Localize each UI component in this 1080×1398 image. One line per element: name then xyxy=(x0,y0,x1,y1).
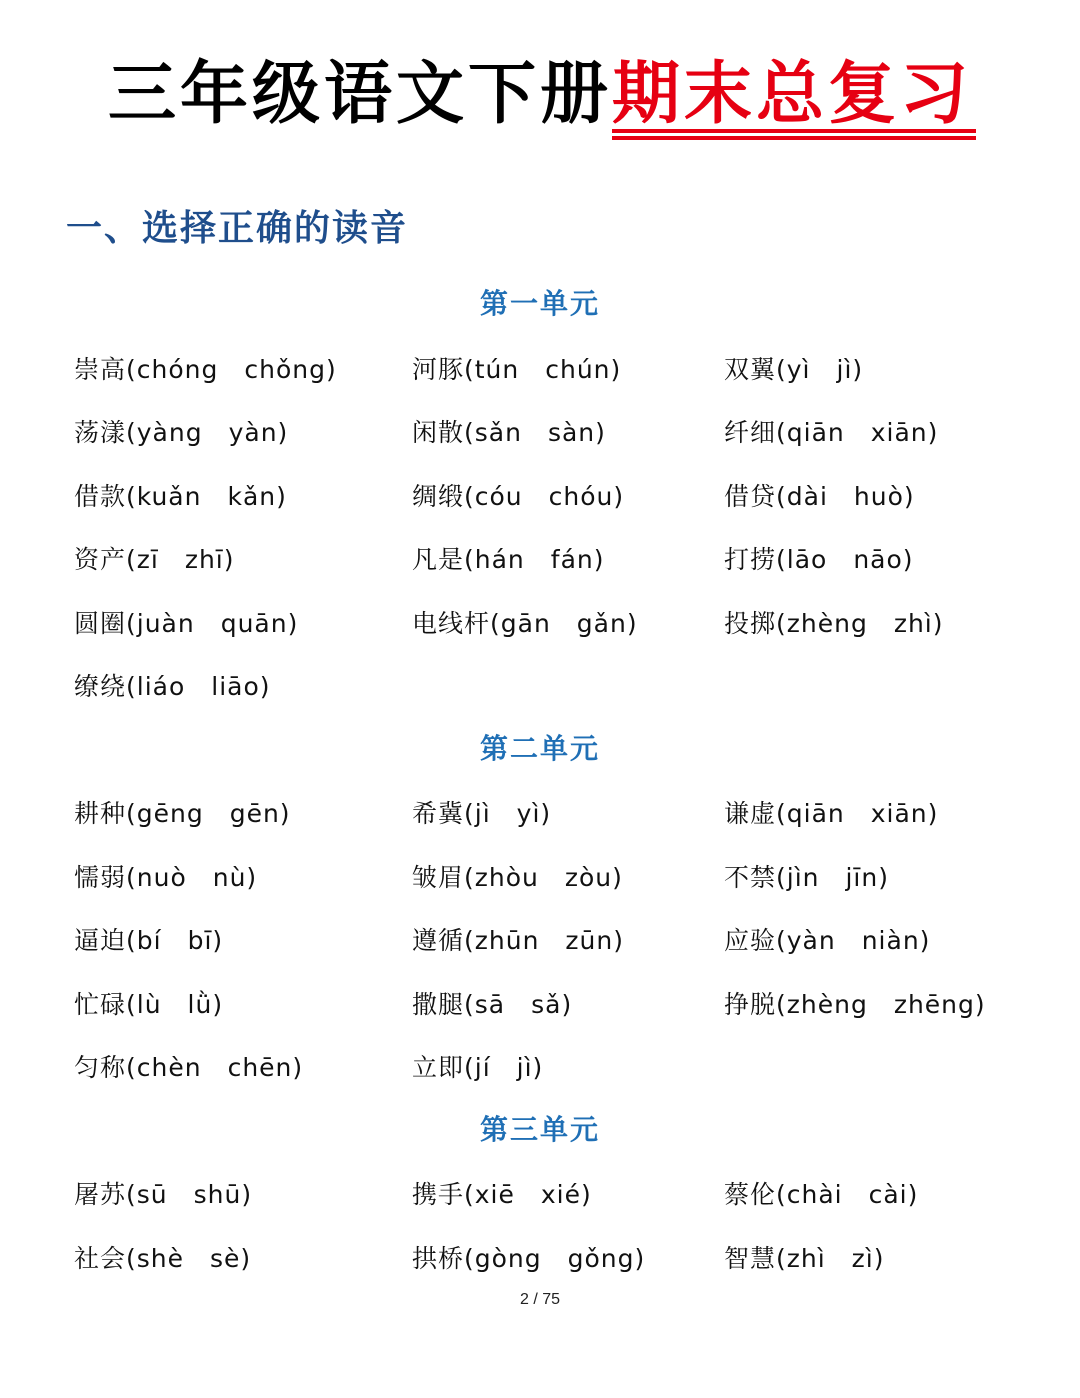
pinyin-item: 希冀(jì yì) xyxy=(412,799,552,828)
pinyin-item: 借贷(dài huò) xyxy=(724,482,915,511)
pinyin-item: 河豚(tún chún) xyxy=(412,355,622,384)
pinyin-item: 立即(jí jì) xyxy=(412,1053,544,1082)
pinyin-item: 崇高(chóng chǒng) xyxy=(74,355,337,384)
pinyin-item: 挣脱(zhèng zhēng) xyxy=(724,990,986,1019)
pinyin-item: 谦虚(qiān xiān) xyxy=(724,799,939,828)
pinyin-item: 携手(xiē xié) xyxy=(412,1180,592,1209)
pinyin-item: 匀称(chèn chēn) xyxy=(74,1053,304,1082)
pinyin-item: 借款(kuǎn kǎn) xyxy=(74,482,287,511)
pinyin-item: 社会(shè sè) xyxy=(74,1244,252,1273)
page-title xyxy=(0,52,1080,136)
pinyin-item: 电线杆(gān gǎn) xyxy=(412,609,638,638)
pinyin-item: 蔡伦(chài cài) xyxy=(724,1180,919,1209)
pinyin-item: 双翼(yì jì) xyxy=(724,355,864,384)
pinyin-item: 不禁(jìn jīn) xyxy=(724,863,889,892)
pinyin-item: 荡漾(yàng yàn) xyxy=(74,418,289,447)
unit-heading-2: 第二单元 xyxy=(479,732,600,765)
pinyin-item: 遵循(zhūn zūn) xyxy=(412,926,624,955)
pinyin-item: 圆圈(juàn quān) xyxy=(74,609,299,638)
pinyin-item: 纤细(qiān xiān) xyxy=(724,418,939,447)
pinyin-item: 逼迫(bí bī) xyxy=(74,926,224,955)
pinyin-item: 缭绕(liáo liāo) xyxy=(74,672,271,701)
page-number: 2 / 75 xyxy=(519,1291,561,1308)
unit-heading-1: 第一单元 xyxy=(479,287,600,320)
title-highlight: 期末总复习 xyxy=(612,54,973,134)
pinyin-item: 凡是(hán fán) xyxy=(412,545,605,574)
title-main: 三年级语文下册 xyxy=(107,54,612,134)
pinyin-item: 闲散(sǎn sàn) xyxy=(412,418,606,447)
unit-heading-3: 第三单元 xyxy=(479,1113,600,1146)
pinyin-item: 资产(zī zhī) xyxy=(74,545,235,574)
pinyin-item: 懦弱(nuò nù) xyxy=(74,863,258,892)
pinyin-item: 应验(yàn niàn) xyxy=(724,926,931,955)
pinyin-item: 拱桥(gòng gǒng) xyxy=(412,1244,646,1273)
pinyin-item: 耕种(gēng gēn) xyxy=(74,799,291,828)
pinyin-item: 打捞(lāo nāo) xyxy=(724,545,914,574)
pinyin-item: 撒腿(sā sǎ) xyxy=(412,990,573,1019)
pinyin-item: 皱眉(zhòu zòu) xyxy=(412,863,623,892)
pinyin-item: 投掷(zhèng zhì) xyxy=(724,609,944,638)
pinyin-item: 绸缎(cóu chóu) xyxy=(412,482,625,511)
pinyin-item: 忙碌(lù lǜ) xyxy=(74,990,224,1019)
pinyin-item: 智慧(zhì zì) xyxy=(724,1244,885,1273)
section-heading: 一、选择正确的读音 xyxy=(66,207,409,249)
pinyin-item: 屠苏(sū shū) xyxy=(74,1180,253,1209)
